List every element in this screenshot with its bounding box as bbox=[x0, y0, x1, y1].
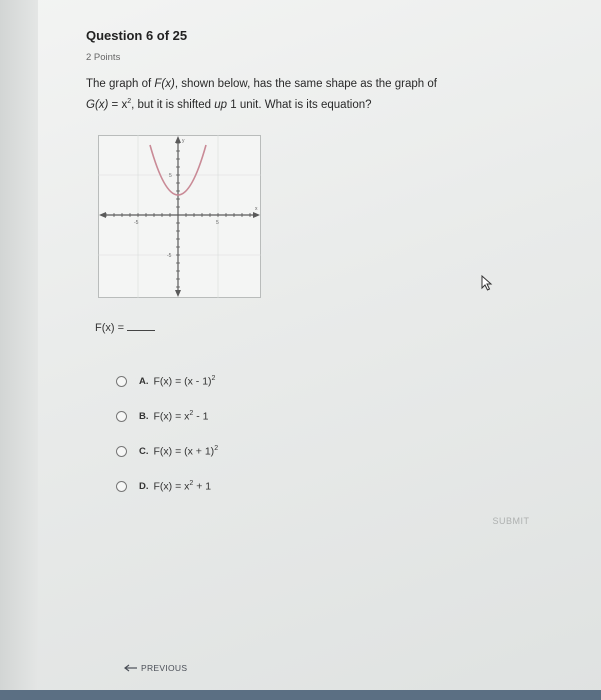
submit-button[interactable]: SUBMIT bbox=[492, 516, 530, 526]
x-axis-label: x bbox=[255, 206, 258, 212]
quiz-page bbox=[38, 0, 601, 700]
mouse-pointer-icon bbox=[481, 275, 493, 291]
background-edge bbox=[0, 0, 38, 700]
question-title: Question 6 of 25 bbox=[86, 28, 188, 43]
choice-d[interactable]: D. $F(x) = x^2 + 1$ bbox=[116, 477, 218, 495]
tick-label-y-5: 5 bbox=[169, 173, 172, 179]
tick-label-y-neg5: -5 bbox=[167, 253, 172, 259]
tick-label-x-5: 5 bbox=[216, 220, 219, 226]
radio-b[interactable] bbox=[116, 411, 127, 422]
previous-button[interactable]: PREVIOUS bbox=[124, 663, 187, 673]
function-graph bbox=[98, 135, 261, 298]
answer-prompt: F(x) = bbox=[95, 322, 155, 334]
radio-d[interactable] bbox=[116, 481, 127, 492]
question-text: The graph of F(x), shown below, has the same shape as the graph of $G(x) = x^2$, but it is shifted up 1 unit. What is its equation? bbox=[86, 78, 437, 111]
answer-blank bbox=[127, 330, 155, 331]
choice-a[interactable]: A. F(x) = (x - 1)$^2$ bbox=[116, 372, 218, 390]
radio-a[interactable] bbox=[116, 376, 127, 387]
choice-b[interactable]: B. $F(x) = x^2 - 1$ bbox=[116, 407, 218, 425]
bottom-bar bbox=[0, 690, 601, 700]
y-axis-label: y bbox=[182, 138, 185, 144]
answer-choices bbox=[116, 372, 218, 512]
choice-c[interactable]: C. $F(x) = (x + 1)^2$ bbox=[116, 442, 218, 460]
radio-c[interactable] bbox=[116, 446, 127, 457]
arrow-left-icon bbox=[124, 664, 138, 672]
tick-label-x-neg5: -5 bbox=[134, 220, 139, 226]
question-points: 2 Points bbox=[86, 52, 121, 63]
graph-frame bbox=[99, 136, 261, 298]
